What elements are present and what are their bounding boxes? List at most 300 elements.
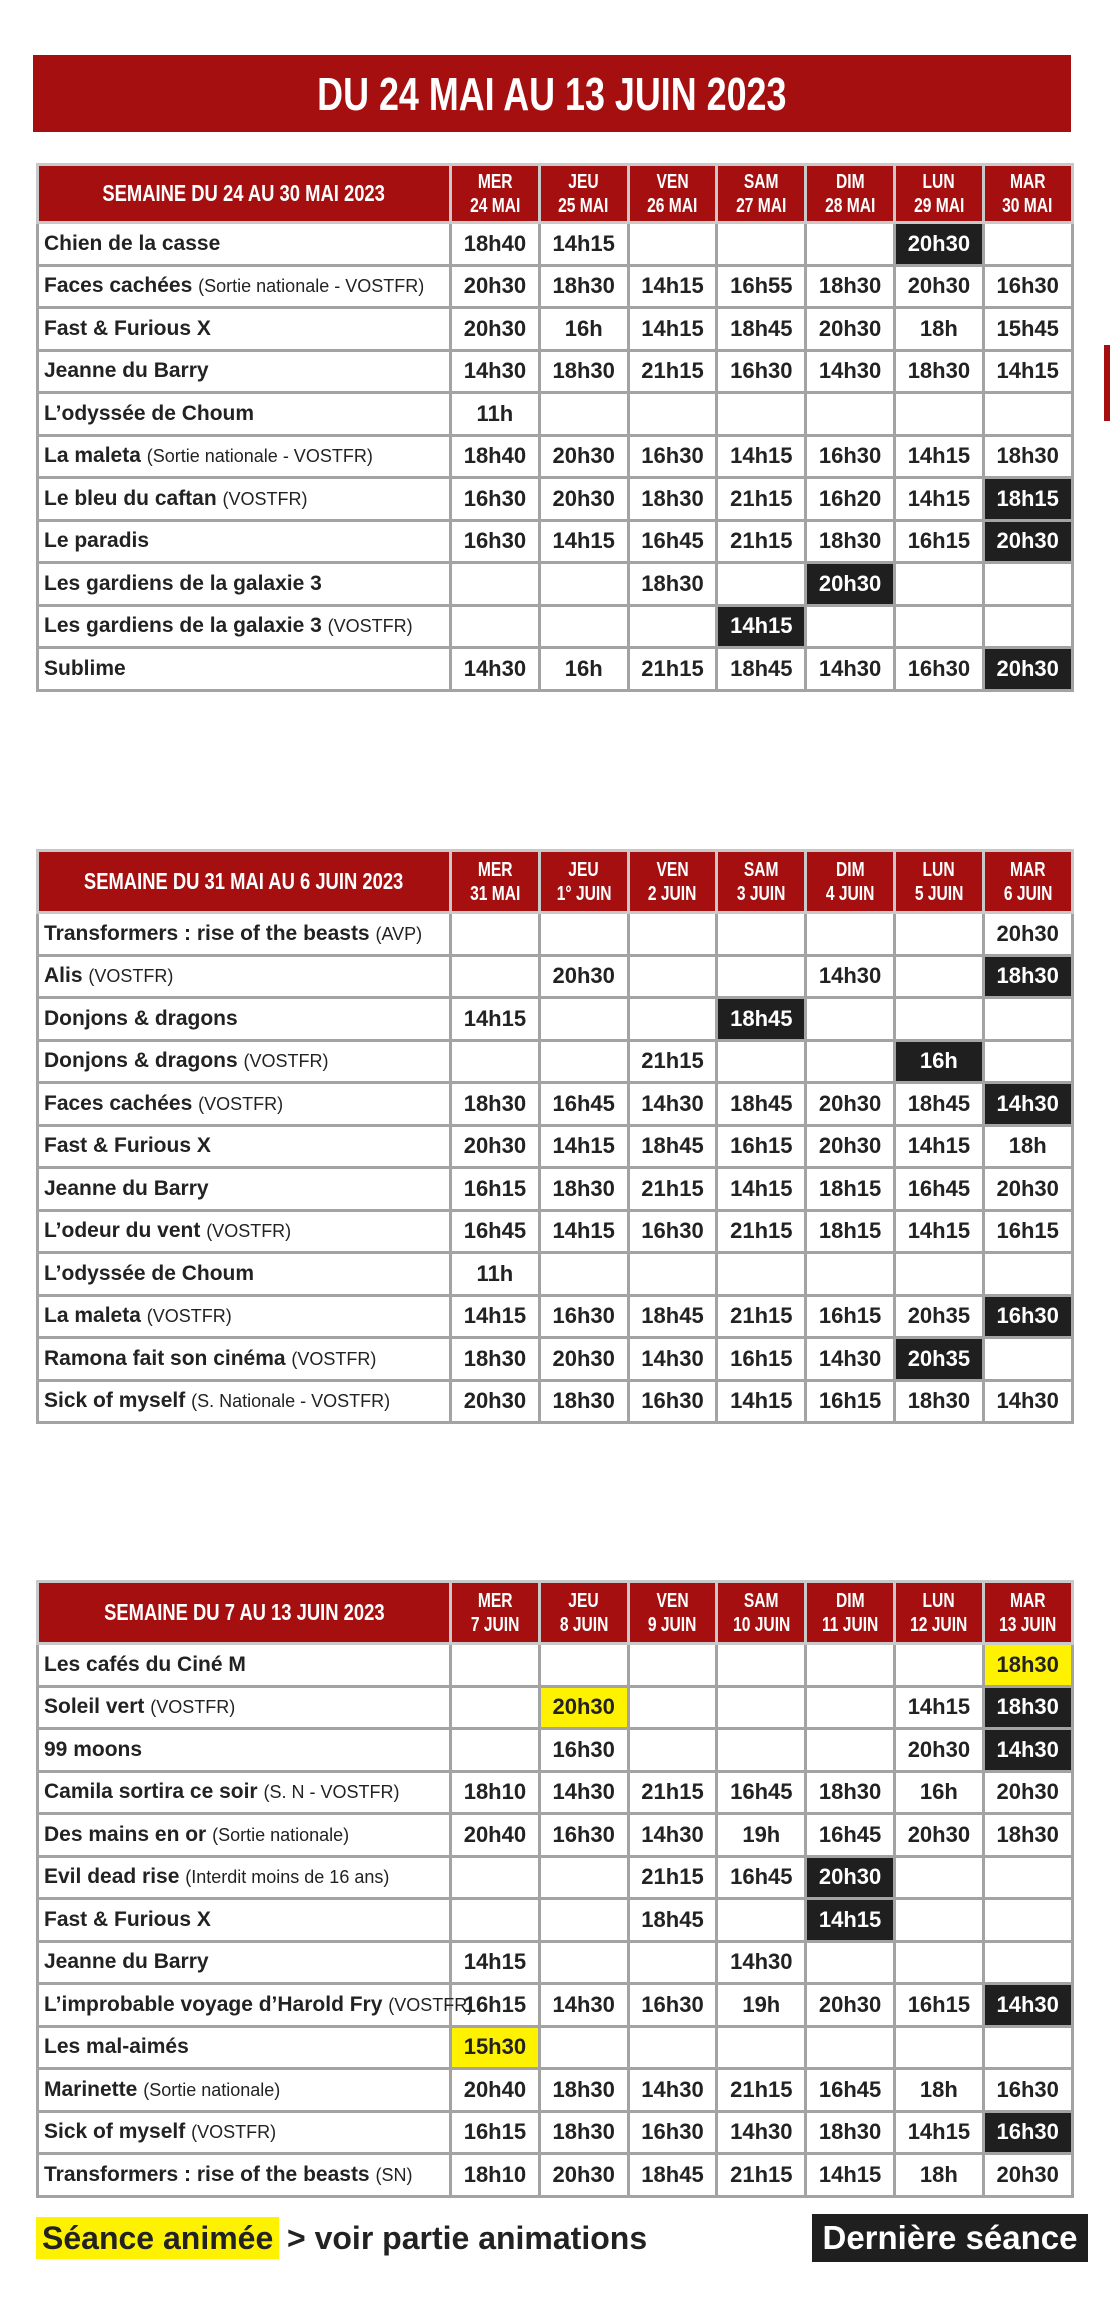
session-time: 16h30 — [539, 1729, 628, 1772]
session-time — [451, 605, 540, 648]
session-time: 20h30 — [539, 1338, 628, 1381]
session-time: 16h45 — [806, 2069, 895, 2112]
session-time: 14h15 — [539, 1125, 628, 1168]
session-time: 21h15 — [717, 1295, 806, 1338]
film-title-cell — [38, 1899, 451, 1942]
session-time: 14h15 — [717, 1380, 806, 1423]
day-header — [894, 851, 983, 913]
session-time: 18h30 — [806, 265, 895, 308]
film-note: (Sortie nationale - VOSTFR) — [198, 276, 425, 297]
film-title-cell — [38, 648, 451, 691]
session-time: 18h30 — [806, 520, 895, 563]
film-title: La maleta — [44, 444, 141, 468]
film-title-cell — [38, 1168, 451, 1211]
session-time — [806, 1729, 895, 1772]
period-banner — [33, 55, 1071, 132]
session-time — [717, 1729, 806, 1772]
film-note: (VOSTFR) — [191, 2122, 277, 2143]
session-time: 11h — [451, 393, 540, 436]
film-note: (Sortie nationale) — [143, 2079, 281, 2100]
session-time: 16h45 — [451, 1210, 540, 1253]
film-note: (VOSTFR) — [198, 1093, 284, 1114]
session-time: 14h15 — [806, 2154, 895, 2197]
session-time — [983, 1040, 1072, 1083]
session-time: 21h15 — [628, 648, 717, 691]
session-time: 18h30 — [806, 1771, 895, 1814]
film-title: Sublime — [44, 656, 126, 680]
session-time — [894, 913, 983, 956]
session-time — [539, 1644, 628, 1687]
session-time — [717, 913, 806, 956]
film-title: L’odyssée de Choum — [44, 401, 255, 425]
film-title: Jeanne du Barry — [44, 1176, 209, 1200]
day-date: 8 JUIN — [559, 1613, 608, 1636]
session-time — [806, 223, 895, 266]
session-time — [983, 998, 1072, 1041]
day-date: 26 MAI — [647, 194, 698, 217]
table-row — [38, 1814, 1073, 1857]
last-session-time: 14h15 — [806, 1899, 895, 1942]
film-title-cell — [38, 1856, 451, 1899]
session-time — [539, 913, 628, 956]
session-time: 18h30 — [539, 2069, 628, 2112]
day-date: 12 JUIN — [910, 1613, 968, 1636]
day-name: LUN — [922, 170, 955, 193]
schedule-week-3 — [36, 1580, 1074, 2198]
schedule-week-2 — [36, 849, 1074, 1424]
session-time: 14h15 — [539, 520, 628, 563]
session-time: 14h30 — [806, 648, 895, 691]
session-time: 18h45 — [717, 308, 806, 351]
session-time: 16h — [894, 1771, 983, 1814]
session-time: 18h30 — [539, 1380, 628, 1423]
session-time: 21h15 — [628, 350, 717, 393]
session-time — [894, 2026, 983, 2069]
session-time: 20h30 — [894, 1814, 983, 1857]
film-note: (Sortie nationale) — [212, 1824, 350, 1845]
session-time: 18h30 — [806, 2111, 895, 2154]
session-time: 14h15 — [451, 998, 540, 1041]
table-row — [38, 1040, 1073, 1083]
session-time: 14h30 — [717, 1941, 806, 1984]
film-title: Sick of myself — [44, 1389, 186, 1413]
day-name: SAM — [743, 1589, 779, 1612]
day-date: 30 MAI — [1002, 194, 1053, 217]
session-time: 16h30 — [628, 1380, 717, 1423]
film-title-cell — [38, 1253, 451, 1296]
day-name: JEU — [568, 858, 599, 881]
last-session-time: 20h30 — [894, 223, 983, 266]
session-time: 18h15 — [806, 1168, 895, 1211]
film-note: (S. N - VOSTFR) — [263, 1782, 400, 1803]
week-title-text: SEMAINE DU 7 AU 13 JUIN 2023 — [103, 1599, 385, 1625]
session-time: 18h — [894, 2069, 983, 2112]
day-name: SAM — [743, 170, 779, 193]
table-row — [38, 1899, 1073, 1942]
day-header — [806, 1582, 895, 1644]
table-row — [38, 393, 1073, 436]
session-time: 18h45 — [628, 1295, 717, 1338]
session-time: 21h15 — [717, 2069, 806, 2112]
table-row — [38, 1941, 1073, 1984]
film-title: Soleil vert — [44, 1695, 145, 1719]
session-time: 20h30 — [806, 1083, 895, 1126]
session-time: 16h45 — [894, 1168, 983, 1211]
session-time: 20h40 — [451, 2069, 540, 2112]
session-time: 14h15 — [983, 350, 1072, 393]
session-time: 16h15 — [894, 520, 983, 563]
table-row — [38, 2111, 1073, 2154]
session-time — [451, 1040, 540, 1083]
session-time: 18h45 — [628, 1125, 717, 1168]
session-time: 18h30 — [539, 1168, 628, 1211]
last-session-time: 20h30 — [983, 520, 1072, 563]
film-title-cell — [38, 265, 451, 308]
film-title: Le bleu du caftan — [44, 486, 217, 510]
session-time: 20h30 — [806, 308, 895, 351]
film-title-cell — [38, 1644, 451, 1687]
session-time — [983, 393, 1072, 436]
film-title-cell — [38, 435, 451, 478]
day-date: 6 JUIN — [1003, 882, 1052, 905]
day-date: 4 JUIN — [825, 882, 875, 905]
last-session-time: 20h35 — [894, 1338, 983, 1381]
last-session-time: 20h30 — [983, 648, 1072, 691]
session-time: 14h15 — [451, 1941, 540, 1984]
session-time — [451, 1856, 540, 1899]
legend-animated-label: Séance animée — [42, 2219, 274, 2256]
film-title-cell — [38, 1729, 451, 1772]
session-time — [717, 393, 806, 436]
session-time: 16h30 — [539, 1814, 628, 1857]
day-name: DIM — [835, 1589, 865, 1612]
session-time: 14h30 — [539, 1984, 628, 2027]
table-row — [38, 1984, 1073, 2027]
session-time: 18h45 — [717, 1083, 806, 1126]
film-title: Des mains en or — [44, 1822, 207, 1846]
week-title — [38, 851, 451, 913]
day-name: MAR — [1009, 858, 1046, 881]
session-time: 14h15 — [628, 265, 717, 308]
film-title: Les mal-aimés — [44, 2035, 189, 2059]
film-title: Jeanne du Barry — [44, 1950, 209, 1974]
week-title-text: SEMAINE DU 31 MAI AU 6 JUIN 2023 — [84, 868, 404, 894]
film-title-cell — [38, 1040, 451, 1083]
session-time: 14h30 — [539, 1771, 628, 1814]
session-time — [451, 1686, 540, 1729]
day-name: JEU — [568, 1589, 599, 1612]
day-date: 10 JUIN — [732, 1613, 790, 1636]
session-time: 16h30 — [983, 2069, 1072, 2112]
session-time: 16h30 — [628, 1984, 717, 2027]
film-title: La maleta — [44, 1304, 141, 1328]
session-time — [983, 605, 1072, 648]
session-time: 16h15 — [894, 1984, 983, 2027]
session-time — [628, 1644, 717, 1687]
session-time: 18h30 — [628, 563, 717, 606]
day-name: JEU — [568, 170, 599, 193]
film-note: (AVP) — [375, 923, 423, 944]
film-title-cell — [38, 998, 451, 1041]
session-time: 20h30 — [539, 2154, 628, 2197]
day-date: 5 JUIN — [914, 882, 964, 905]
day-header — [983, 165, 1072, 223]
film-title-cell — [38, 2111, 451, 2154]
legend-animated-note: > voir partie animations — [287, 2219, 648, 2256]
session-time: 20h30 — [983, 1771, 1072, 1814]
film-title: L’improbable voyage d’Harold Fry — [44, 1992, 383, 2016]
session-time: 14h15 — [894, 435, 983, 478]
session-time — [717, 223, 806, 266]
day-header — [894, 165, 983, 223]
session-time: 16h30 — [717, 350, 806, 393]
film-title-cell — [38, 955, 451, 998]
film-title: Faces cachées — [44, 1091, 193, 1115]
day-name: MAR — [1009, 1589, 1046, 1612]
session-time — [539, 563, 628, 606]
session-time: 20h40 — [451, 1814, 540, 1857]
week-header-row — [38, 851, 1073, 913]
animated-session-time: 15h30 — [451, 2026, 540, 2069]
film-title: L’odeur du vent — [44, 1219, 201, 1243]
day-header — [539, 165, 628, 223]
day-name: VEN — [656, 858, 689, 881]
day-header — [539, 1582, 628, 1644]
session-time — [894, 605, 983, 648]
table-row — [38, 2026, 1073, 2069]
session-time: 16h30 — [628, 435, 717, 478]
last-session-time: 18h15 — [983, 478, 1072, 521]
day-date: 3 JUIN — [737, 882, 786, 905]
day-header — [451, 1582, 540, 1644]
session-time: 18h — [894, 2154, 983, 2197]
session-time — [628, 1686, 717, 1729]
week-header-row — [38, 1582, 1073, 1644]
film-title-cell — [38, 563, 451, 606]
session-time: 16h30 — [628, 2111, 717, 2154]
film-title-cell — [38, 1210, 451, 1253]
session-time: 18h30 — [628, 478, 717, 521]
session-time: 20h30 — [806, 1984, 895, 2027]
session-time — [539, 1253, 628, 1296]
film-title: 99 moons — [44, 1737, 143, 1761]
session-time: 14h30 — [806, 955, 895, 998]
day-header — [717, 165, 806, 223]
day-name: SAM — [743, 858, 779, 881]
session-time: 16h15 — [451, 1168, 540, 1211]
session-time — [539, 998, 628, 1041]
table-row — [38, 563, 1073, 606]
session-time — [628, 2026, 717, 2069]
day-header — [539, 851, 628, 913]
session-time: 16h55 — [717, 265, 806, 308]
last-session-time: 14h30 — [983, 1083, 1072, 1126]
session-time: 14h15 — [894, 1686, 983, 1729]
table-row — [38, 1168, 1073, 1211]
session-time: 16h15 — [983, 1210, 1072, 1253]
last-session-time: 16h — [894, 1040, 983, 1083]
film-title: Alis — [44, 964, 83, 988]
session-time: 16h45 — [539, 1083, 628, 1126]
session-time — [894, 955, 983, 998]
day-header — [628, 1582, 717, 1644]
period-title: DU 24 MAI AU 13 JUIN 2023 — [317, 67, 787, 120]
session-time: 14h30 — [628, 2069, 717, 2112]
session-time: 18h30 — [451, 1338, 540, 1381]
film-title: Fast & Furious X — [44, 1134, 211, 1158]
film-note: (VOSTFR) — [243, 1051, 329, 1072]
session-time: 16h45 — [806, 1814, 895, 1857]
session-time — [806, 2026, 895, 2069]
session-time: 16h15 — [451, 1984, 540, 2027]
day-date: 11 JUIN — [821, 1613, 879, 1636]
session-time — [894, 1856, 983, 1899]
film-title-cell — [38, 1083, 451, 1126]
last-session-time: 20h30 — [806, 1856, 895, 1899]
session-time — [717, 1040, 806, 1083]
session-time — [539, 393, 628, 436]
film-title-cell — [38, 2026, 451, 2069]
animated-session-time: 18h30 — [983, 1644, 1072, 1687]
table-row — [38, 998, 1073, 1041]
session-time — [628, 393, 717, 436]
session-time: 15h45 — [983, 308, 1072, 351]
last-session-time: 14h15 — [717, 605, 806, 648]
session-time: 18h45 — [717, 648, 806, 691]
table-row — [38, 2154, 1073, 2197]
film-title: Chien de la casse — [44, 231, 221, 255]
session-time — [539, 1941, 628, 1984]
session-time — [451, 1899, 540, 1942]
film-note: (VOSTFR) — [146, 1306, 232, 1327]
session-time — [628, 1253, 717, 1296]
session-time: 18h30 — [539, 350, 628, 393]
day-date: 31 MAI — [469, 882, 521, 905]
table-row — [38, 1771, 1073, 1814]
day-header — [451, 165, 540, 223]
session-time — [983, 223, 1072, 266]
session-time — [717, 1644, 806, 1687]
last-session-time: 14h30 — [983, 1984, 1072, 2027]
film-title-cell — [38, 1941, 451, 1984]
table-row — [38, 1083, 1073, 1126]
session-time: 11h — [451, 1253, 540, 1296]
day-date: 29 MAI — [913, 194, 965, 217]
film-title-cell — [38, 1338, 451, 1381]
session-time: 14h15 — [894, 1125, 983, 1168]
session-time — [539, 605, 628, 648]
day-date: 25 MAI — [558, 194, 609, 217]
film-title: Evil dead rise — [44, 1865, 180, 1889]
film-title-cell — [38, 308, 451, 351]
film-title: L’odyssée de Choum — [44, 1261, 255, 1285]
film-note: (VOSTFR) — [150, 1697, 236, 1718]
session-time: 16h45 — [717, 1856, 806, 1899]
session-time — [983, 563, 1072, 606]
session-time: 16h45 — [628, 520, 717, 563]
session-time: 16h30 — [983, 265, 1072, 308]
session-time: 14h30 — [806, 350, 895, 393]
film-title: Les gardiens de la galaxie 3 — [44, 571, 322, 595]
table-row — [38, 478, 1073, 521]
table-row — [38, 350, 1073, 393]
session-time: 16h15 — [806, 1295, 895, 1338]
session-time: 16h30 — [628, 1210, 717, 1253]
film-title-cell — [38, 350, 451, 393]
session-time: 21h15 — [628, 1168, 717, 1211]
session-time — [717, 1686, 806, 1729]
session-time — [717, 1253, 806, 1296]
session-time: 14h15 — [894, 2111, 983, 2154]
session-time: 14h15 — [539, 223, 628, 266]
session-time — [894, 563, 983, 606]
day-date: 9 JUIN — [648, 1613, 697, 1636]
film-title-cell — [38, 1771, 451, 1814]
session-time: 14h30 — [717, 2111, 806, 2154]
session-time: 20h30 — [451, 308, 540, 351]
session-time: 21h15 — [628, 1856, 717, 1899]
session-time: 18h — [894, 308, 983, 351]
film-note: (SN) — [375, 2164, 413, 2185]
film-note: (VOSTFR) — [291, 1348, 377, 1369]
animated-session-time: 20h30 — [539, 1686, 628, 1729]
day-date: 27 MAI — [736, 194, 787, 217]
film-title: Fast & Furious X — [44, 316, 211, 340]
session-time — [894, 1941, 983, 1984]
session-time: 14h15 — [894, 478, 983, 521]
session-time — [628, 1729, 717, 1772]
session-time: 14h15 — [451, 1295, 540, 1338]
session-time: 20h30 — [983, 1168, 1072, 1211]
session-time: 18h45 — [628, 1899, 717, 1942]
day-date: 7 JUIN — [470, 1613, 520, 1636]
session-time: 14h30 — [983, 1380, 1072, 1423]
session-time: 18h45 — [894, 1083, 983, 1126]
day-name: MER — [477, 170, 513, 193]
session-time: 18h40 — [451, 223, 540, 266]
film-title-cell — [38, 1814, 451, 1857]
last-session-time: 18h45 — [717, 998, 806, 1041]
film-title-cell — [38, 2069, 451, 2112]
session-time: 21h15 — [628, 1771, 717, 1814]
session-time — [806, 1253, 895, 1296]
week-title — [38, 1582, 451, 1644]
film-note: (VOSTFR) — [222, 488, 308, 509]
film-title-cell — [38, 478, 451, 521]
day-header — [717, 1582, 806, 1644]
session-time: 18h15 — [806, 1210, 895, 1253]
session-time: 14h30 — [806, 1338, 895, 1381]
table-row — [38, 435, 1073, 478]
session-time — [628, 223, 717, 266]
day-date: 1° JUIN — [556, 882, 612, 905]
film-title-cell — [38, 1686, 451, 1729]
day-name: LUN — [922, 1589, 955, 1612]
session-time — [806, 1941, 895, 1984]
last-session-time: 20h30 — [806, 563, 895, 606]
session-time: 16h15 — [717, 1125, 806, 1168]
film-title-cell — [38, 223, 451, 266]
day-name: VEN — [656, 170, 689, 193]
session-time: 18h — [983, 1125, 1072, 1168]
session-time — [628, 913, 717, 956]
session-time: 16h30 — [806, 435, 895, 478]
session-time — [451, 563, 540, 606]
session-time — [539, 1040, 628, 1083]
day-header — [806, 851, 895, 913]
session-time: 21h15 — [717, 478, 806, 521]
session-time: 20h30 — [539, 955, 628, 998]
